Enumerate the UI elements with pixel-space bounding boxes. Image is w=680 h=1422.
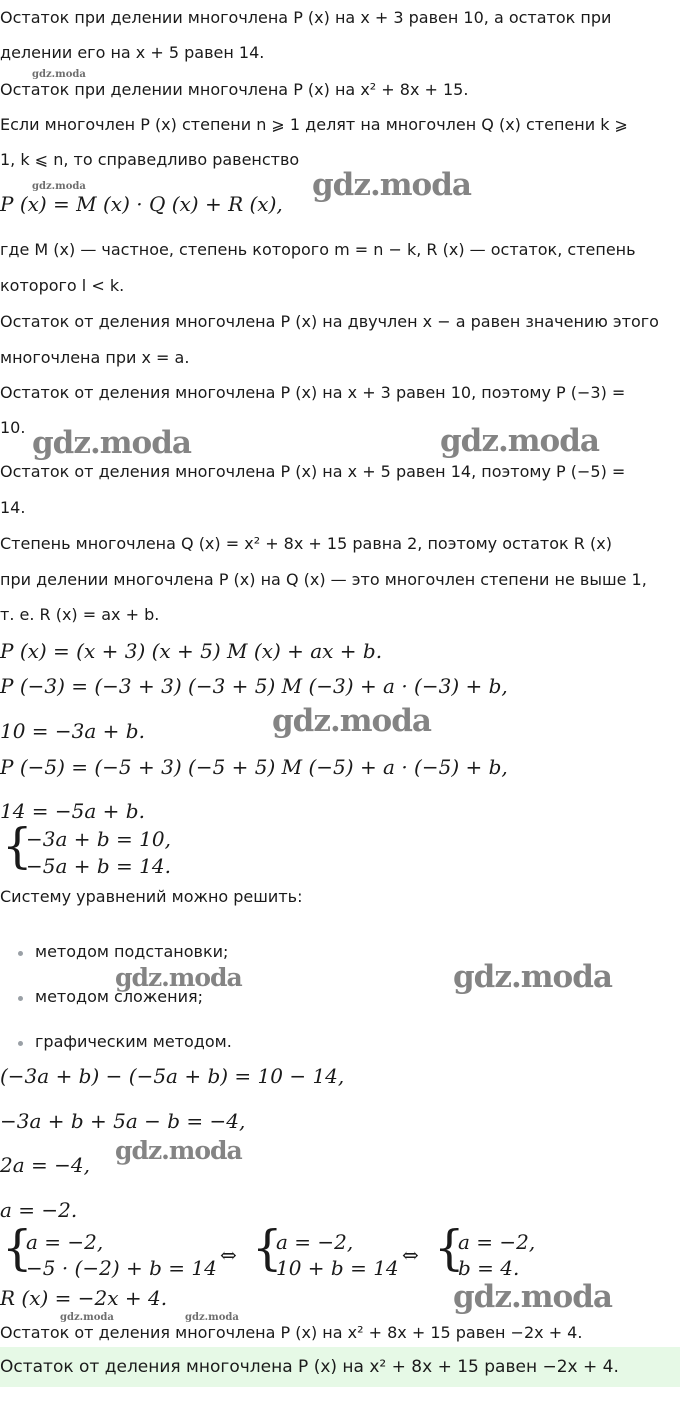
text-line: 14. <box>0 498 26 517</box>
formula-line: a = −2, <box>276 1230 354 1254</box>
equivalence-symbol: ⇔ <box>220 1243 237 1267</box>
list-item: методом подстановки; <box>35 942 229 961</box>
system-brace: { <box>2 1220 33 1276</box>
formula-line: 10 = −3a + b. <box>0 719 145 743</box>
list-item: методом сложения; <box>35 987 203 1006</box>
watermark: gdz.moda <box>115 1136 242 1165</box>
formula-line: −3a + b = 10, <box>26 827 171 851</box>
list-item: графическим методом. <box>35 1032 232 1051</box>
text-line: многочлена при x = a. <box>0 348 190 367</box>
text-line: Остаток при делении многочлена P (x) на x + 3 равен 10, а остаток при <box>0 8 612 27</box>
formula-line: −3a + b + 5a − b = −4, <box>0 1109 246 1133</box>
watermark: gdz.moda <box>32 69 86 80</box>
formula-line: P (−3) = (−3 + 3) (−3 + 5) M (−3) + a · (−3) + b, <box>0 674 508 698</box>
watermark: gdz.moda <box>32 425 191 461</box>
text-line: Систему уравнений можно решить: <box>0 887 303 906</box>
formula-line: a = −2, <box>458 1230 536 1254</box>
text-line: Остаток от деления многочлена P (x) на x² + 8x + 15 равен −2x + 4. <box>0 1323 583 1342</box>
watermark: gdz.moda <box>312 167 471 203</box>
formula-line: P (−5) = (−5 + 3) (−5 + 5) M (−5) + a · (−5) + b, <box>0 755 508 779</box>
bullet-icon <box>18 996 23 1001</box>
system-brace: { <box>434 1220 465 1276</box>
formula-line: −5a + b = 14. <box>26 854 171 878</box>
watermark: gdz.moda <box>453 1279 612 1315</box>
system-brace: { <box>252 1220 283 1276</box>
watermark: gdz.moda <box>453 959 612 995</box>
formula-line: a = −2, <box>26 1230 104 1254</box>
formula-line: R (x) = −2x + 4. <box>0 1286 168 1310</box>
text-line: где M (x) — частное, степень которого m = n − k, R (x) — остаток, степень <box>0 240 636 259</box>
bullet-icon <box>18 951 23 956</box>
formula-line: 14 = −5a + b. <box>0 799 145 823</box>
watermark: gdz.moda <box>185 1312 239 1323</box>
text-line: Если многочлен P (x) степени n ⩾ 1 делят на многочлен Q (x) степени k ⩾ <box>0 115 628 134</box>
formula-line: −5 · (−2) + b = 14 <box>26 1256 217 1280</box>
text-line: 10. <box>0 418 26 437</box>
text-line: Остаток при делении многочлена P (x) на x² + 8x + 15. <box>0 80 469 99</box>
text-line: 1, k ⩽ n, то справедливо равенство <box>0 150 300 169</box>
formula-line: a = −2. <box>0 1198 78 1222</box>
text-line: которого l < k. <box>0 276 125 295</box>
text-line: делении его на x + 5 равен 14. <box>0 43 265 62</box>
formula-line: 10 + b = 14 <box>276 1256 399 1280</box>
watermark: gdz.moda <box>440 423 599 459</box>
formula-line: P (x) = M (x) · Q (x) + R (x), <box>0 192 283 216</box>
text-line: Остаток от деления многочлена P (x) на x + 3 равен 10, поэтому P (−3) = <box>0 383 626 402</box>
system-brace: { <box>2 818 33 874</box>
text-line: т. е. R (x) = ax + b. <box>0 605 160 624</box>
answer-text: Остаток от деления многочлена P (x) на x² + 8x + 15 равен −2x + 4. <box>0 1357 619 1377</box>
formula-line: b = 4. <box>458 1256 520 1280</box>
formula-line: P (x) = (x + 3) (x + 5) M (x) + ax + b. <box>0 639 383 663</box>
watermark: gdz.moda <box>272 703 431 739</box>
text-line: Остаток от деления многочлена P (x) на двучлен x − a равен значению этого <box>0 312 659 331</box>
text-line: Остаток от деления многочлена P (x) на x + 5 равен 14, поэтому P (−5) = <box>0 462 626 481</box>
watermark: gdz.moda <box>32 181 86 192</box>
equivalence-symbol: ⇔ <box>402 1243 419 1267</box>
formula-line: 2a = −4, <box>0 1153 90 1177</box>
watermark: gdz.moda <box>115 963 242 992</box>
watermark: gdz.moda <box>60 1312 114 1323</box>
formula-line: (−3a + b) − (−5a + b) = 10 − 14, <box>0 1064 345 1088</box>
bullet-icon <box>18 1041 23 1046</box>
text-line: при делении многочлена P (x) на Q (x) — это многочлен степени не выше 1, <box>0 570 647 589</box>
text-line: Степень многочлена Q (x) = x² + 8x + 15 равна 2, поэтому остаток R (x) <box>0 534 612 553</box>
